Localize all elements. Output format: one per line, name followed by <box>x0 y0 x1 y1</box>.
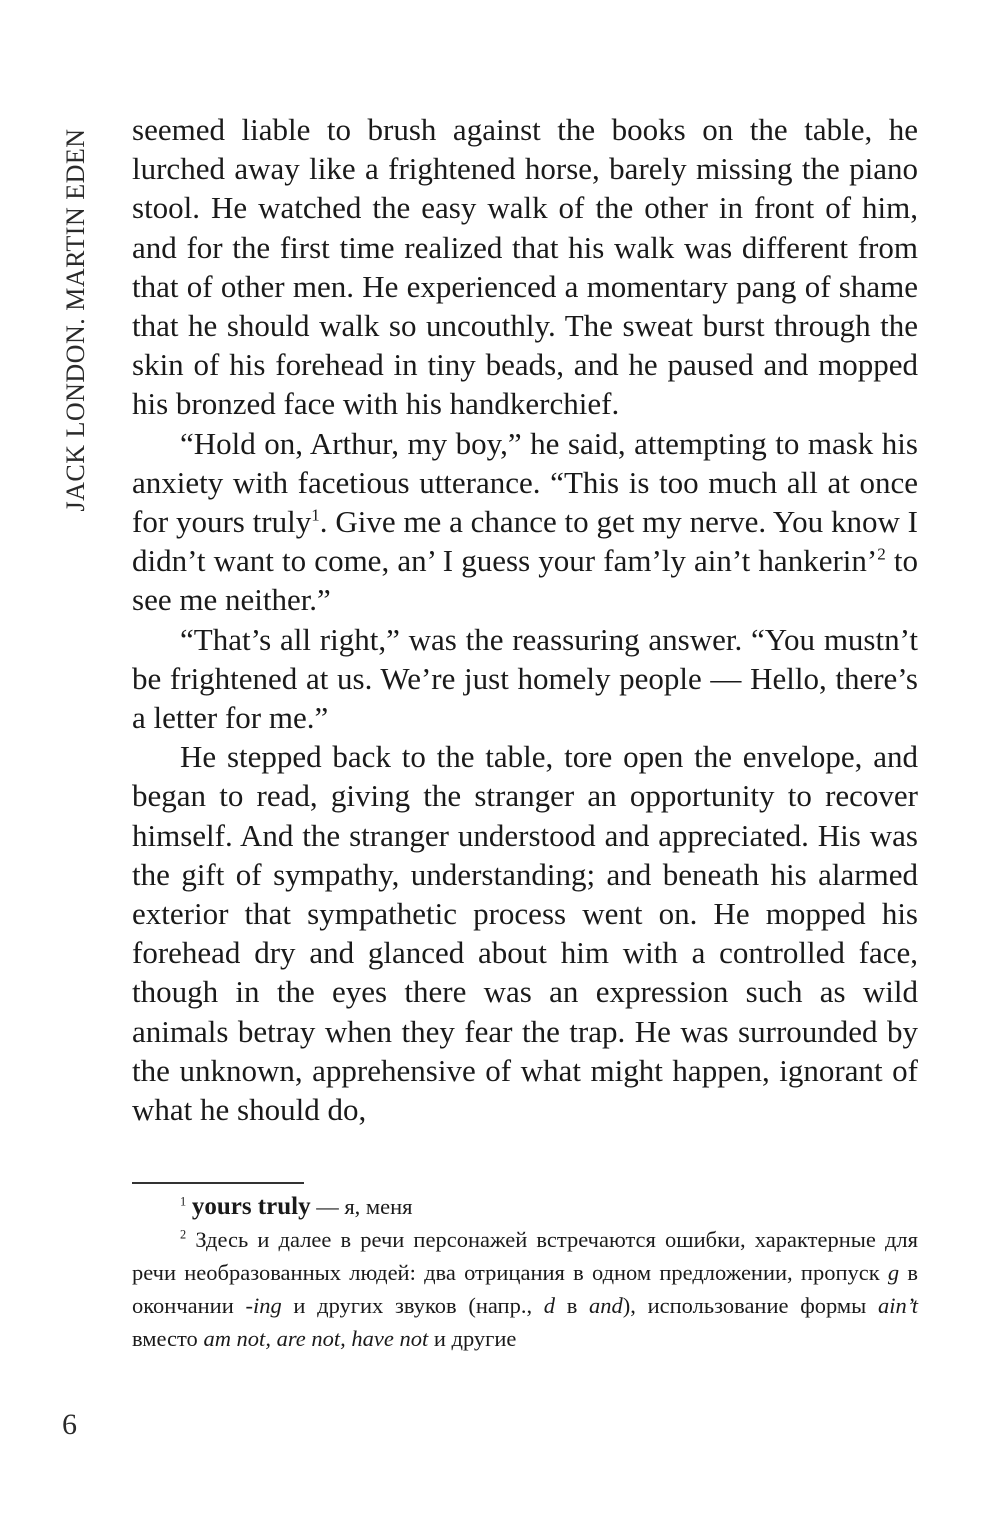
footnote-2-g: g <box>887 1260 900 1285</box>
footnotes <box>132 1190 918 1355</box>
footnote-ref-2: 2 <box>877 544 886 564</box>
footnote-2-text-e: ), использование формы <box>622 1293 878 1318</box>
running-head-text: JACK LONDON. MARTIN EDEN <box>61 128 90 512</box>
paragraph-3: “That’s all right,” was the reassuring answer. “You mustn’t be frightened at us. We’re just homely people — Hello, there’s a letter for me.” <box>132 621 918 736</box>
footnote-1-text: — я, меня <box>310 1194 413 1219</box>
footnote-2 <box>132 1223 918 1355</box>
footnote-2-text-f: вместо <box>132 1326 204 1351</box>
footnote-2-text-d: в <box>555 1293 590 1318</box>
paragraph-2-part-b: . Give me a chance to get my nerve. You know I didn’t want to come, an’ I guess your fam’ly ain’t hankerin’ <box>132 504 918 579</box>
footnote-1-number: 1 <box>180 1194 187 1209</box>
paragraph-1: seemed liable to brush against the books on the table, he lurched away like a frightened horse, barely missing the piano stool. He watched the easy walk of the other in front of him, and for the first time realized that his walk was different from that of other men. He experienced a momentary pang of shame that he should walk so uncouthly. The sweat burst through the skin of his forehead in tiny beads, and he paused and mopped his bronzed face with his handkerchief. <box>132 112 918 422</box>
footnote-1 <box>132 1190 918 1223</box>
footnote-2-ing: -ing <box>245 1293 282 1318</box>
paragraph-2-part-a: “Hold on, Arthur, my boy,” he said, attempting to mask his anxiety with facetious utterance. “This is too much all at once for yours truly <box>132 425 918 540</box>
paragraph-4: He stepped back to the table, tore open the envelope, and began to read, giving the stranger an opportunity to recover himself. And the stranger understood and appreciated. His was the gift of sympathy, understanding; and beneath his alarmed exterior that sympathetic process went on. He mopped his forehead dry and glanced about him with a controlled face, though in the eyes there was an expression such as wild animals betray when they fear the trap. He was surrounded by the unknown, apprehensive of what might happen, ignorant of what he should do, <box>132 739 918 1128</box>
footnote-rule <box>132 1182 304 1184</box>
footnote-2-text-a: Здесь и далее в речи персонажей встречаются ошибки, характерные для речи необразованных людей: два отрицания в одном предложении, пропуск <box>132 1227 918 1285</box>
footnote-1-term: yours truly <box>191 1193 311 1220</box>
footnote-ref-1: 1 <box>311 505 320 525</box>
footnote-2-text-b: в окончании <box>132 1260 919 1318</box>
body-text <box>132 110 918 1129</box>
footnote-2-number: 2 <box>180 1227 187 1242</box>
paragraph-2 <box>132 424 918 620</box>
paragraph-2-part-c: to see me neither.” <box>132 543 918 618</box>
footnote-2-amnot: am not, are not, have not <box>203 1326 429 1351</box>
footnote-2-text-c: и других звуков (напр., <box>281 1293 544 1318</box>
footnote-2-and: and <box>589 1293 623 1318</box>
footnote-2-text-g: и другие <box>428 1326 517 1351</box>
running-head <box>56 100 96 540</box>
footnote-2-aint: ain’t <box>877 1293 918 1318</box>
footnote-2-d: d <box>543 1293 556 1318</box>
page-number: 6 <box>62 1408 77 1441</box>
